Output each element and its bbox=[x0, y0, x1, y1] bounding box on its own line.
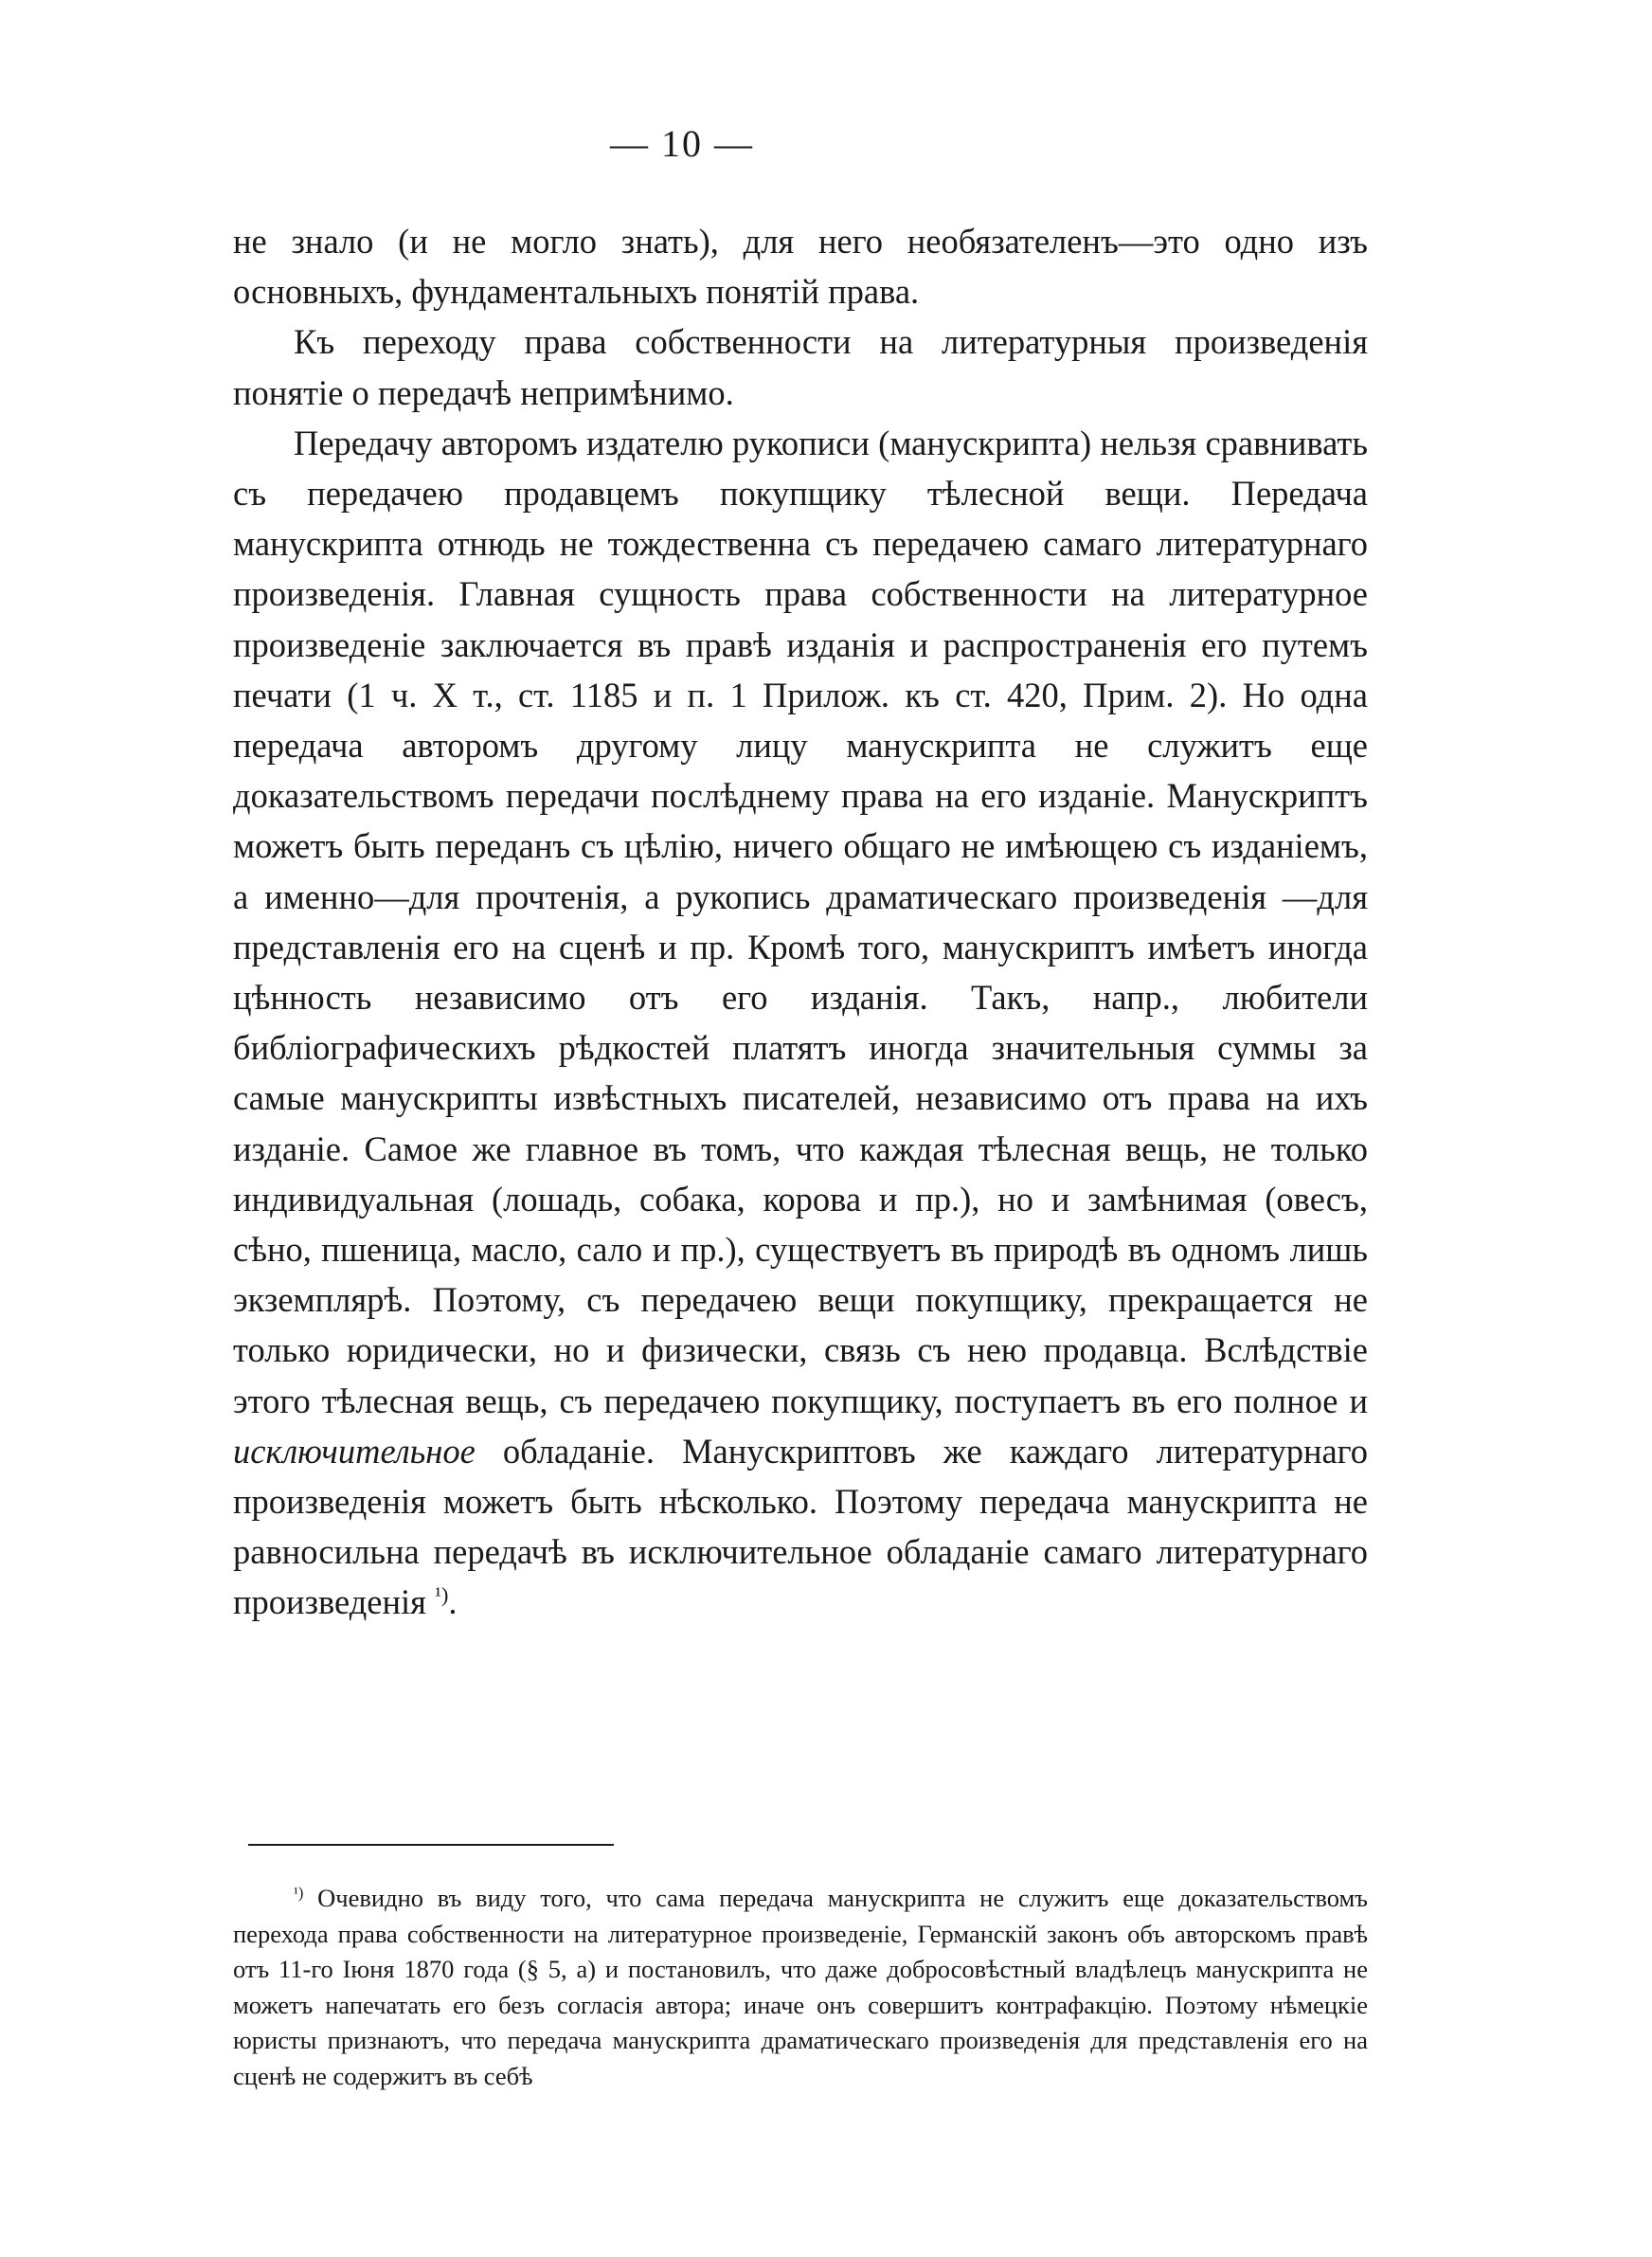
footnote-paragraph bbox=[233, 1881, 1368, 2094]
paragraph-1: не знало (и не могло знать), для него необязателенъ—это одно изъ основныхъ, фундаментальныхъ понятій права. bbox=[233, 222, 1368, 312]
paragraph-3 bbox=[233, 418, 1368, 1628]
body-text bbox=[233, 216, 1368, 1628]
paragraph-3-text: Передачу авторомъ издателю рукописи (манускрипта) нельзя сравнивать съ передачею продавцемъ покупщику тѣлесной вещи. Передача манускрипта отнюдь не тождественна съ передачею самаго литературнаго произведенія. Главная сущность права собственности на литературное произведеніе заключается въ правѣ изданія и распространенія его путемъ печати (1 ч. X т., ст. 1185 и п. 1 Прилож. къ ст. 420, Прим. 2). Но одна передача авторомъ другому лицу манускрипта не служитъ еще доказательствомъ передачи послѣднему права на его изданіе. Манускриптъ можетъ быть переданъ съ цѣлію, ничего общаго не имѣющею съ изданіемъ, а именно—для прочтенія, а рукопись драматическаго произведенія —для представленія его на сценѣ и пр. Кромѣ того, манускриптъ имѣетъ иногда цѣнность независимо отъ его изданія. Такъ, напр., любители библіографическихъ рѣдкостей платятъ иногда значительныя суммы за самые манускрипты извѣстныхъ писателей, независимо отъ права на ихъ изданіе. Самое же главное въ томъ, что каждая тѣлесная вещь, не только индивидуальная (лошадь, собака, корова и пр.), но и замѣнимая (овесъ, сѣно, пшеница, масло, сало и пр.), существуетъ въ природѣ въ одномъ лишь экземплярѣ. Поэтому, съ передачею вещи покупщику, прекращается не только юридически, но и физически, связь съ нею продавца. Вслѣдствіе этого тѣлесная вещь, съ передачею покупщику, поступаетъ въ его полное и bbox=[233, 423, 1368, 1420]
footnote-divider bbox=[248, 1844, 614, 1846]
paragraph-3-text-after: обладаніе. Манускриптовъ же каждаго литературнаго произведенія можетъ быть нѣсколько. Поэтому передача манускрипта не равносильна передачѣ въ исключительное обладаніе самаго литературнаго произведенія bbox=[233, 1431, 1368, 1622]
paragraph-3-emphasis: исключительное bbox=[233, 1431, 476, 1471]
page-number: — 10 — bbox=[610, 122, 754, 165]
footnote-marker: ¹) bbox=[294, 1883, 304, 1902]
footnote-text: Очевидно въ виду того, что сама передача манускрипта не служитъ еще доказательствомъ перехода права собственности на литературное произведеніе, Германскій законъ объ авторскомъ правѣ отъ 11-го Іюня 1870 года (§ 5, a) и постановилъ, что даже добросовѣстный владѣлецъ манускрипта не можетъ напечатать его безъ согласія автора; иначе онъ совершитъ контрафакцію. Поэтому нѣмецкіе юристы признаютъ, что передача манускрипта драматическаго произведенія для представленія его на сценѣ не содержитъ въ себѣ bbox=[233, 1884, 1368, 2090]
paragraph-2: Къ переходу права собственности на литературныя произведенія понятіе о передачѣ непримѣнимо. bbox=[233, 322, 1368, 412]
paragraph-3-text-end: . bbox=[448, 1582, 458, 1622]
footnote bbox=[233, 1881, 1368, 2094]
footnote-reference[interactable]: ¹) bbox=[435, 1583, 449, 1608]
